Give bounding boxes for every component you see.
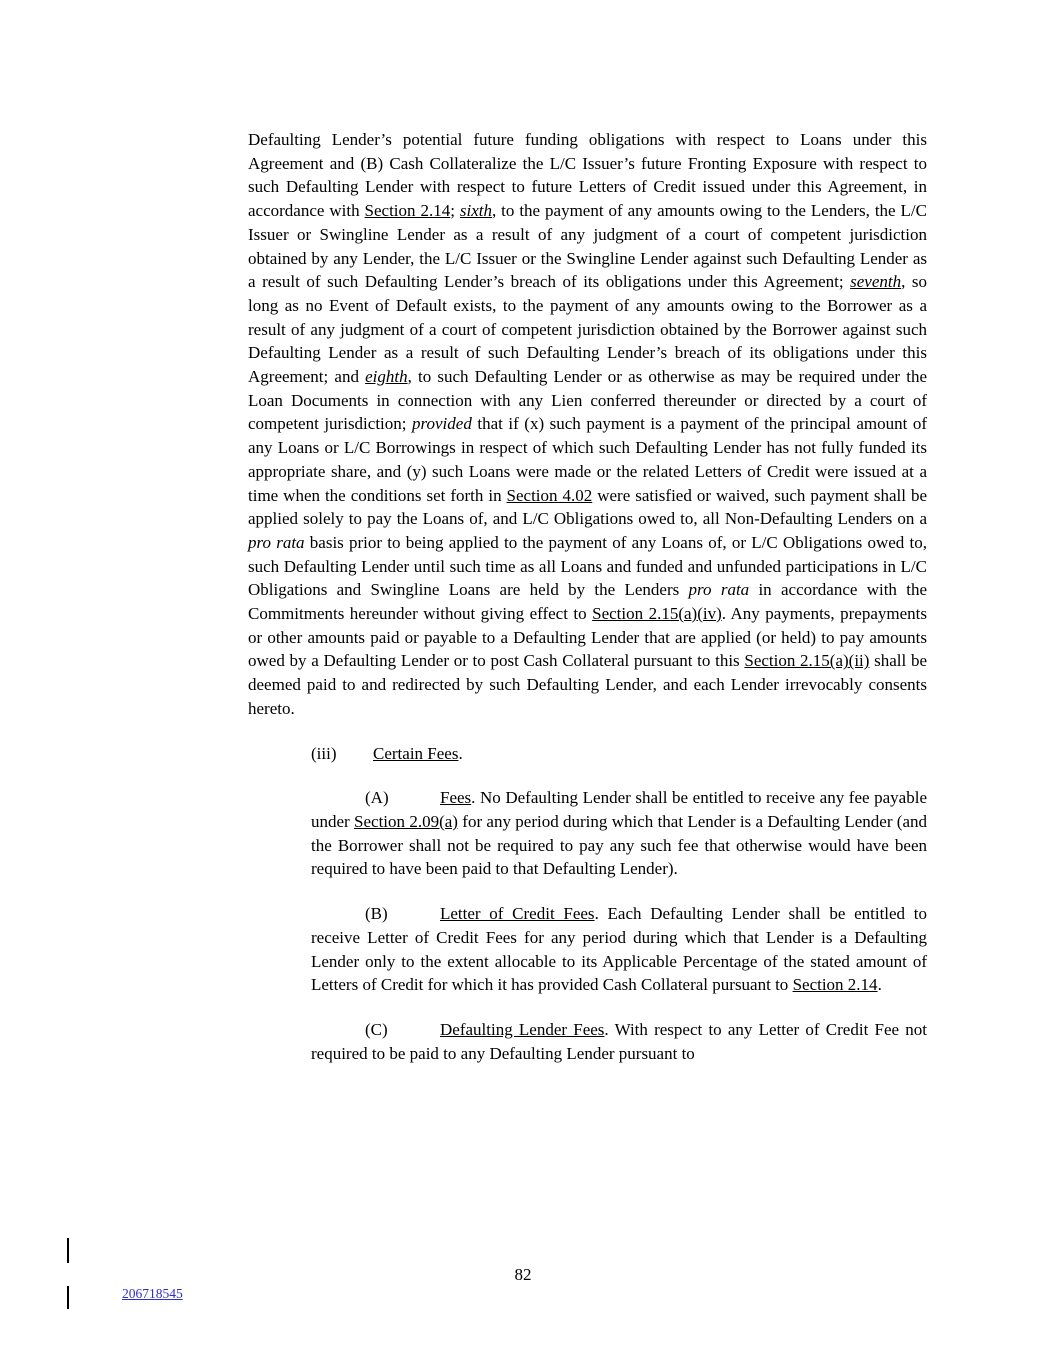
clause-letter-c: (C) bbox=[365, 1019, 388, 1039]
text-run: provided bbox=[412, 414, 472, 434]
text-run: that if (x) such payment is a payment of the principal amount of any Loans or L/C Borrowings in respect of which such Defaulting Lender has not fully funded its appropriate share, and (y) such Loans were made or the related Letters of Credit were issued at a time when the conditions set forth in bbox=[248, 414, 928, 505]
section-reference[interactable]: Section 2.09(a) bbox=[354, 811, 458, 831]
paragraph-letter-of-credit-fees bbox=[311, 902, 927, 997]
paragraph-defaulting-lender-fees bbox=[311, 1018, 927, 1065]
section-reference[interactable]: Section 4.02 bbox=[506, 485, 593, 505]
text-run: Defaulting Lender Fees bbox=[440, 1019, 605, 1039]
text-run: . Each Defaulting Lender shall be entitled to receive Letter of Credit Fees for any period during which that Lender is a Defaulting Lender only to the extent allocable to its Applicable Percentage of the stated amount of Letters of Credit for which it has provided Cash Collateral pursuant to bbox=[311, 904, 928, 995]
text-run: , to the payment of any amounts owing to the Lenders, the L/C Issuer or Swingline Lender as a result of any judgment of a court of competent jurisdiction obtained by any Lender, the L/C Issuer or the Swingline Lender against such Defaulting Lender as a result of such Defaulting Lender’s breach of its obligations under this Agreement; bbox=[248, 201, 927, 292]
text-run: Fees bbox=[440, 788, 472, 808]
paragraph-payment-waterfall bbox=[248, 128, 927, 721]
section-reference[interactable]: Section 2.14 bbox=[792, 975, 878, 995]
document-body bbox=[248, 128, 927, 1086]
text-run: were satisfied or waived, such payment shall be applied solely to pay the Loans of, and L/C Obligations owed to, all Non-Defaulting Lenders on a bbox=[248, 485, 927, 529]
revision-mark bbox=[67, 1286, 69, 1309]
text-run: . No Defaulting Lender shall be entitled to receive any fee payable under bbox=[311, 788, 927, 831]
clause-letter-a: (A) bbox=[365, 788, 389, 808]
clause-letter-b: (B) bbox=[365, 904, 388, 924]
text-run: , so long as no Event of Default exists, to the payment of any amounts owing to the Borrower as a result of any judgment of a court of competent jurisdiction obtained by the Borrower against such Defaulting Lender as a result of such Defaulting Lender’s breach of its obligations under this Agreement; and bbox=[248, 272, 927, 387]
text-run: eighth bbox=[365, 367, 408, 387]
text-run: , to such Defaulting Lender or as otherwise as may be required under the Loan Documents in connection with any Lien conferred thereunder or directed by a court of competent jurisdiction; bbox=[248, 367, 927, 434]
text-run: . Any payments, prepayments or other amounts paid or payable to a Defaulting Lender that are applied (or held) to pay amounts owed by a Defaulting Lender or to post Cash Collateral pursuant to this bbox=[248, 604, 927, 671]
text-run: Letter of Credit Fees bbox=[440, 904, 595, 924]
clause-number-iii: (iii) bbox=[311, 743, 337, 763]
text-run: pro rata bbox=[688, 580, 750, 600]
text-run: . bbox=[458, 743, 463, 763]
text-run: sixth bbox=[459, 201, 492, 221]
text-run: shall be deemed paid to and redirected by such Defaulting Lender, and each Lender irrevocably consents hereto. bbox=[248, 651, 927, 718]
text-run: seventh bbox=[850, 272, 902, 292]
text-run: ; bbox=[450, 201, 460, 221]
text-run: Defaulting Lender’s potential future funding obligations with respect to Loans under this Agreement and (B) Cash Collateralize the L/C Issuer’s future Fronting Exposure with respect to such Defaulting Lender with respect to future Letters of Credit issued under this Agreement, in accordance with bbox=[248, 130, 927, 221]
section-reference[interactable]: Section 2.14 bbox=[364, 201, 451, 221]
section-reference[interactable]: Section 2.15(a)(iv) bbox=[592, 604, 722, 624]
paragraph-fees bbox=[311, 786, 927, 881]
text-run: . bbox=[877, 975, 882, 995]
text-run: . With respect to any Letter of Credit Fee not required to be paid to any Defaulting Lender pursuant to bbox=[311, 1019, 927, 1063]
text-run: basis prior to being applied to the payment of any Loans of, or L/C Obligations owed to, such Defaulting Lender until such time as all Loans and funded and unfunded participations in L/C Obligations and Swingline Loans are held by the Lenders bbox=[248, 532, 928, 600]
heading-certain-fees bbox=[311, 742, 927, 766]
document-stamp-link[interactable]: 206718545 bbox=[122, 1286, 183, 1301]
text-run: pro rata bbox=[248, 532, 305, 552]
text-run: Certain Fees bbox=[373, 743, 459, 763]
page-number: 82 bbox=[514, 1265, 532, 1284]
text-run: for any period during which that Lender is a Defaulting Lender (and the Borrower shall not be required to pay any such fee that otherwise would have been required to have been paid to that Defaulting Lender). bbox=[311, 811, 928, 879]
section-reference[interactable]: Section 2.15(a)(ii) bbox=[744, 651, 870, 671]
revision-mark bbox=[67, 1238, 69, 1263]
text-run: in accordance with the Commitments hereunder without giving effect to bbox=[248, 580, 927, 624]
